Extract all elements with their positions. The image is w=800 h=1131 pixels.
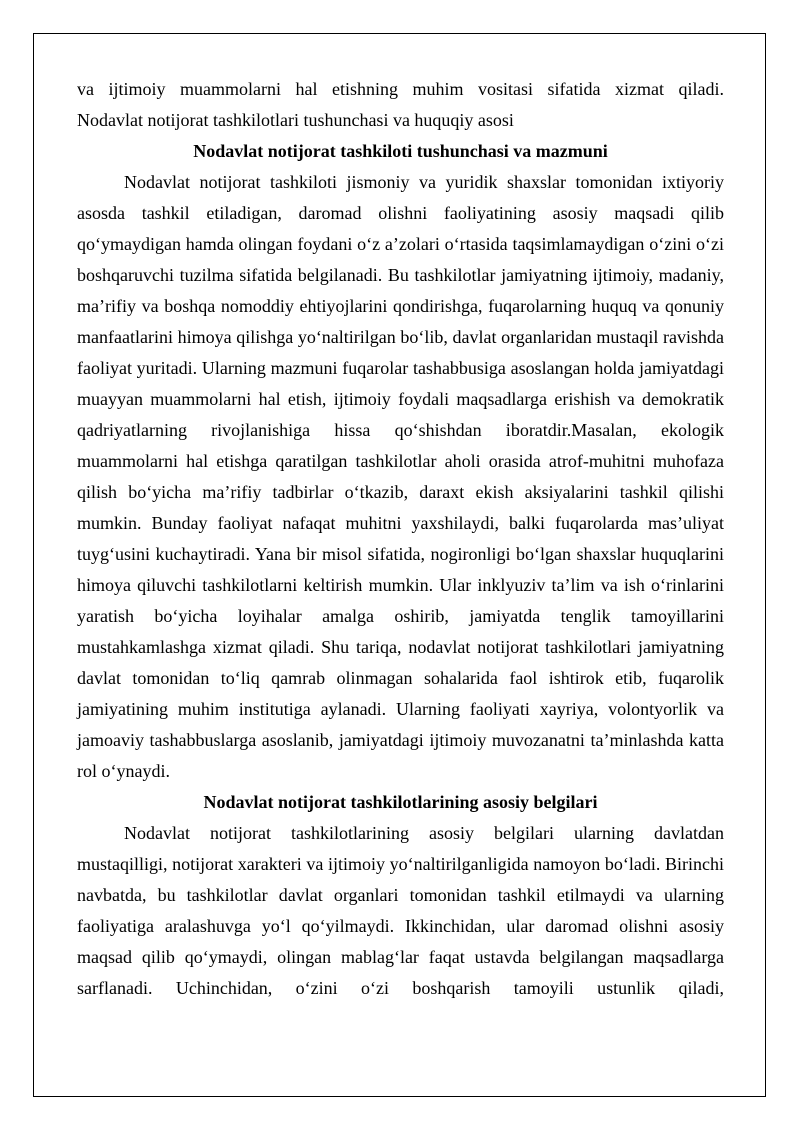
section-body-concept: Nodavlat notijorat tashkiloti jismoniy va yuridik shaxslar tomonidan ixtiyoriy asosda tashkil etiladigan, daromad olishni faoliyatining asosiy maqsadi qilib qo‘ymaydigan hamda olingan foydani o‘z a’zolari o‘rtasida taqsimlamaydigan o‘zini o‘zi boshqaruvchi tuzilma sifatida belgilanadi. Bu tashkilotlar jamiyatning ijtimoiy, madaniy, ma’rifiy va boshqa nomoddiy ehtiyojlarini qondirishga, fuqarolarning huquq va qonuniy manfaatlarini himoya qilishga yo‘naltirilgan bo‘lib, davlat organlaridan mustaqil ravishda faoliyat yuritadi. Ularning mazmuni fuqarolar tashabbusiga asoslangan holda jamiyatdagi muayyan muammolarni hal etish, ijtimoiy foydali maqsadlarga erishish va demokratik qadriyatlarning rivojlanishiga hissa qo‘shishdan iboratdir.Masalan, ekologik muammolarni hal etishga qaratilgan tashkilotlar aholi orasida atrof-muhitni muhofaza qilish bo‘yicha ma’rifiy tadbirlar o‘tkazib, daraxt ekish aksiyalarini tashkil qilishi mumkin. Bunday faoliyat nafaqat muhitni yaxshilaydi, balki fuqarolarda mas’uliyat tuyg‘usini kuchaytiradi. Yana bir misol sifatida, nogironligi bo‘lgan shaxslar huquqlarini himoya qiluvchi tashkilotlarni keltirish mumkin. Ular inklyuziv ta’lim va ish o‘rinlarini yaratish bo‘yicha loyihalar amalga oshirib, jamiyatda tenglik tamoyillarini mustahkamlashga xizmat qiladi. Shu tariqa, nodavlat notijorat tashkilotlari jamiyatning davlat tomonidan to‘liq qamrab olinmagan sohalarida faol ishtirok etib, fuqarolik jamiyatining muhim institutiga aylanadi. Ularning faoliyati xayriya, volontyorlik va jamoaviy tashabbuslarga asoslanib, jamiyatdagi ijtimoiy muvozanatni ta’minlashda katta rol o‘ynaydi.	[77, 172, 724, 781]
section-body-features: Nodavlat notijorat tashkilotlarining asosiy belgilari ularning davlatdan mustaqilligi, notijorat xarakteri va ijtimoiy yo‘naltirilganligida namoyon bo‘ladi. Birinchi navbatda, bu tashkilotlar davlat organlari tomonidan tashkil etilmaydi va ularning faoliyatiga aralashuvga yo‘l qo‘yilmaydi. Ikkinchidan, ular daromad olishni asosiy maqsad qilib qo‘ymaydi, olingan mablag‘lar faqat ustavda belgilangan maqsadlarga sarflanadi. Uchinchidan, o‘zini o‘zi boshqarish tamoyili ustunlik qiladi,	[77, 823, 724, 998]
document-body	[77, 74, 724, 1004]
section-heading-concept: Nodavlat notijorat tashkiloti tushunchasi va mazmuni	[193, 141, 608, 161]
intro-paragraph: va ijtimoiy muammolarni hal etishning muhim vositasi sifatida xizmat qiladi.	[77, 79, 724, 99]
intro-line: Nodavlat notijorat tashkilotlari tushunchasi va huquqiy asosi	[77, 110, 514, 130]
section-heading-features: Nodavlat notijorat tashkilotlarining asosiy belgilari	[203, 792, 598, 812]
